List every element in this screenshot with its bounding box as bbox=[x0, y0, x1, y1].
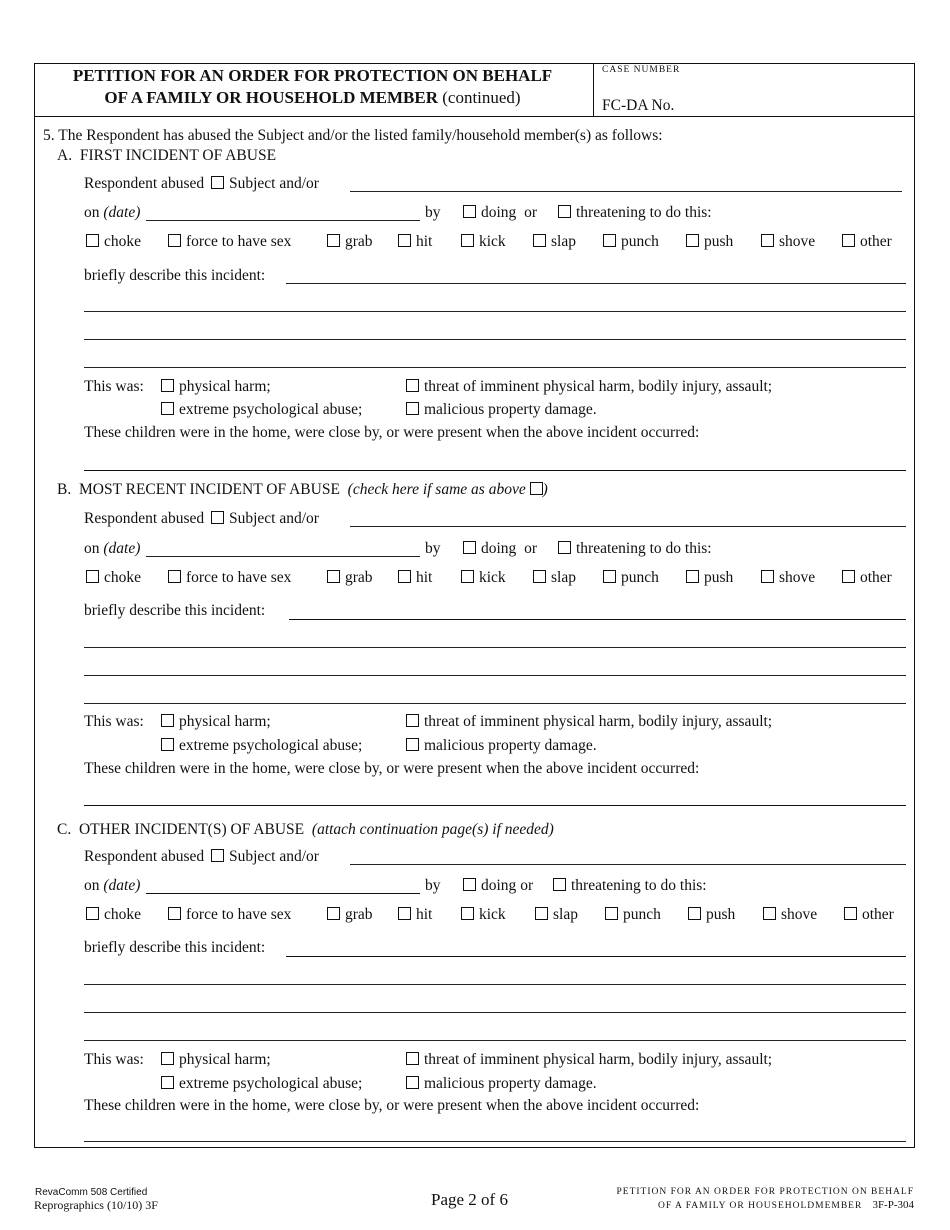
section-c-members-input[interactable] bbox=[350, 864, 906, 865]
section-a-action-grab[interactable]: grab bbox=[327, 233, 373, 251]
section-a-describe-input-1[interactable] bbox=[286, 283, 906, 284]
footer-form-number: 3F-P-304 bbox=[872, 1199, 914, 1211]
case-number-prefix: FC-DA No. bbox=[602, 97, 675, 114]
section-b-action-slap[interactable]: slap bbox=[533, 569, 576, 587]
section-b-heading: B. MOST RECENT INCIDENT OF ABUSE (check here if same as above ) bbox=[57, 481, 548, 498]
section-a-threat-option[interactable]: threat of imminent physical harm, bodily injury, assault; bbox=[406, 378, 772, 396]
section-b-children-label: These children were in the home, were close by, or were present when the above incident occurred: bbox=[84, 760, 700, 777]
section-a-date-input[interactable] bbox=[146, 220, 420, 221]
section-b-physical-harm-option[interactable]: physical harm; bbox=[161, 713, 271, 731]
section-a-physical-harm-option[interactable]: physical harm; bbox=[161, 378, 271, 396]
header-vertical-separator bbox=[593, 63, 594, 116]
section-c-children-input[interactable] bbox=[84, 1141, 906, 1142]
section-c-action-push[interactable]: push bbox=[688, 906, 735, 924]
section-c-action-force[interactable]: force to have sex bbox=[168, 906, 291, 924]
page-number: Page 2 of 6 bbox=[431, 1190, 508, 1209]
section-a-children-input[interactable] bbox=[84, 470, 906, 471]
section-c-this-was-label: This was: bbox=[84, 1051, 144, 1068]
section-b-on-label: on (date) bbox=[84, 540, 141, 557]
section-b-describe-input-1[interactable] bbox=[289, 619, 906, 620]
case-number-label: CASE NUMBER bbox=[602, 65, 681, 75]
section-c-doing-option[interactable]: doing or bbox=[463, 877, 533, 895]
section-a-psych-option[interactable]: extreme psychological abuse; bbox=[161, 401, 362, 419]
section-c-on-label: on (date) bbox=[84, 877, 141, 894]
section-b-action-shove[interactable]: shove bbox=[761, 569, 815, 587]
section-c-action-kick[interactable]: kick bbox=[461, 906, 506, 924]
section-c-describe-input-3[interactable] bbox=[84, 1012, 906, 1013]
section-b-describe-label: briefly describe this incident: bbox=[84, 602, 266, 619]
section-a-property-option[interactable]: malicious property damage. bbox=[406, 401, 597, 419]
section-b-action-other[interactable]: other bbox=[842, 569, 892, 587]
section-c-physical-harm-option[interactable]: physical harm; bbox=[161, 1051, 271, 1069]
section-b-action-kick[interactable]: kick bbox=[461, 569, 506, 587]
section-c-threatening-checkbox[interactable] bbox=[553, 878, 566, 891]
case-number-input[interactable] bbox=[690, 98, 908, 114]
section-b-by-label: by bbox=[425, 540, 441, 557]
section-a-action-push[interactable]: push bbox=[686, 233, 733, 251]
section-c-action-grab[interactable]: grab bbox=[327, 906, 373, 924]
section-c-action-other[interactable]: other bbox=[844, 906, 894, 924]
section-b-action-punch[interactable]: punch bbox=[603, 569, 659, 587]
section-c-action-punch[interactable]: punch bbox=[605, 906, 661, 924]
section-b-action-force[interactable]: force to have sex bbox=[168, 569, 291, 587]
section-b-date-input[interactable] bbox=[146, 556, 420, 557]
section-c-action-shove[interactable]: shove bbox=[763, 906, 817, 924]
footer-right-line-2: OF A FAMILY OR HOUSEHOLDMEMBER 3F-P-304 bbox=[658, 1199, 914, 1211]
section-c-describe-input-4[interactable] bbox=[84, 1040, 906, 1041]
section-a-doing-checkbox[interactable] bbox=[463, 205, 476, 218]
section-a-describe-input-2[interactable] bbox=[84, 311, 906, 312]
section-c-describe-input-1[interactable] bbox=[286, 956, 906, 957]
section-c-threatening-option[interactable]: threatening to do this: bbox=[553, 877, 707, 895]
section-c-subject-checkbox[interactable] bbox=[211, 849, 224, 862]
section-b-describe-input-4[interactable] bbox=[84, 703, 906, 704]
section-a-action-choke[interactable]: choke bbox=[86, 233, 141, 251]
section-a-action-other[interactable]: other bbox=[842, 233, 892, 251]
footer-right-title bbox=[540, 1186, 914, 1213]
section-a-heading: A. FIRST INCIDENT OF ABUSE bbox=[57, 147, 277, 164]
section-b-psych-option[interactable]: extreme psychological abuse; bbox=[161, 737, 362, 755]
intro-text: 5. The Respondent has abused the Subject and/or the listed family/household member(s) as follows: bbox=[43, 127, 663, 144]
section-b-describe-input-2[interactable] bbox=[84, 647, 906, 648]
section-a-doing-option[interactable]: doing or bbox=[463, 204, 537, 222]
section-c-respondent-row: Respondent abused Subject and/or bbox=[84, 848, 319, 865]
section-a-action-shove[interactable]: shove bbox=[761, 233, 815, 251]
section-a-by-label: by bbox=[425, 204, 441, 221]
section-a-action-slap[interactable]: slap bbox=[533, 233, 576, 251]
section-b-doing-checkbox[interactable] bbox=[463, 541, 476, 554]
title-line-2-bold: OF A FAMILY OR HOUSEHOLD MEMBER bbox=[104, 88, 438, 107]
title-line-2 bbox=[40, 87, 585, 109]
section-b-subject-checkbox[interactable] bbox=[211, 511, 224, 524]
section-a-respondent-row: Respondent abused Subject and/or bbox=[84, 175, 319, 192]
section-a-action-hit[interactable]: hit bbox=[398, 233, 432, 251]
section-a-describe-input-3[interactable] bbox=[84, 339, 906, 340]
section-a-children-label: These children were in the home, were close by, or were present when the above incident occurred: bbox=[84, 424, 700, 441]
section-b-same-as-above-checkbox[interactable] bbox=[530, 482, 543, 495]
page-title bbox=[40, 65, 585, 109]
section-b-action-hit[interactable]: hit bbox=[398, 569, 432, 587]
section-c-property-option[interactable]: malicious property damage. bbox=[406, 1075, 597, 1093]
section-b-this-was-label: This was: bbox=[84, 713, 144, 730]
section-a-threatening-checkbox[interactable] bbox=[558, 205, 571, 218]
section-a-describe-input-4[interactable] bbox=[84, 367, 906, 368]
section-b-children-input[interactable] bbox=[84, 805, 906, 806]
section-c-date-input[interactable] bbox=[146, 893, 420, 894]
section-b-action-grab[interactable]: grab bbox=[327, 569, 373, 587]
section-b-threat-option[interactable]: threat of imminent physical harm, bodily injury, assault; bbox=[406, 713, 772, 731]
section-a-action-force[interactable]: force to have sex bbox=[168, 233, 291, 251]
footer-reprographics: Reprographics (10/10) 3F bbox=[34, 1198, 158, 1212]
section-b-property-option[interactable]: malicious property damage. bbox=[406, 737, 597, 755]
section-b-threatening-option[interactable]: threatening to do this: bbox=[558, 540, 712, 558]
section-c-by-label: by bbox=[425, 877, 441, 894]
section-a-on-label: on (date) bbox=[84, 204, 141, 221]
header-separator bbox=[34, 116, 915, 117]
section-a-subject-checkbox[interactable] bbox=[211, 176, 224, 189]
title-suffix: (continued) bbox=[437, 88, 521, 107]
section-c-threat-option[interactable]: threat of imminent physical harm, bodily injury, assault; bbox=[406, 1051, 772, 1069]
section-a-action-kick[interactable]: kick bbox=[461, 233, 506, 251]
section-a-action-punch[interactable]: punch bbox=[603, 233, 659, 251]
section-c-describe-label: briefly describe this incident: bbox=[84, 939, 266, 956]
section-c-children-label: These children were in the home, were close by, or were present when the above incident occurred: bbox=[84, 1097, 700, 1114]
section-c-psych-option[interactable]: extreme psychological abuse; bbox=[161, 1075, 362, 1093]
section-c-action-slap[interactable]: slap bbox=[535, 906, 578, 924]
section-c-action-choke[interactable]: choke bbox=[86, 906, 141, 924]
title-line-1: PETITION FOR AN ORDER FOR PROTECTION ON BEHALF bbox=[72, 66, 553, 85]
section-c-action-hit[interactable]: hit bbox=[398, 906, 432, 924]
section-c-heading: C. OTHER INCIDENT(S) OF ABUSE (attach continuation page(s) if needed) bbox=[57, 821, 554, 838]
section-a-this-was-label: This was: bbox=[84, 378, 144, 395]
section-b-describe-input-3[interactable] bbox=[84, 675, 906, 676]
footer-certified: RevaComm 508 Certified bbox=[35, 1187, 148, 1198]
section-b-respondent-row: Respondent abused Subject and/or bbox=[84, 510, 319, 527]
section-b-action-choke[interactable]: choke bbox=[86, 569, 141, 587]
section-a-describe-label: briefly describe this incident: bbox=[84, 267, 266, 284]
section-b-members-input[interactable] bbox=[350, 526, 906, 527]
section-a-threatening-option[interactable]: threatening to do this: bbox=[558, 204, 712, 222]
section-c-doing-checkbox[interactable] bbox=[463, 878, 476, 891]
footer-right-line-1: PETITION FOR AN ORDER FOR PROTECTION ON BEHALF bbox=[616, 1187, 914, 1197]
section-b-threatening-checkbox[interactable] bbox=[558, 541, 571, 554]
section-b-doing-option[interactable]: doing or bbox=[463, 540, 537, 558]
section-a-members-input[interactable] bbox=[350, 191, 902, 192]
section-c-describe-input-2[interactable] bbox=[84, 984, 906, 985]
section-b-action-push[interactable]: push bbox=[686, 569, 733, 587]
